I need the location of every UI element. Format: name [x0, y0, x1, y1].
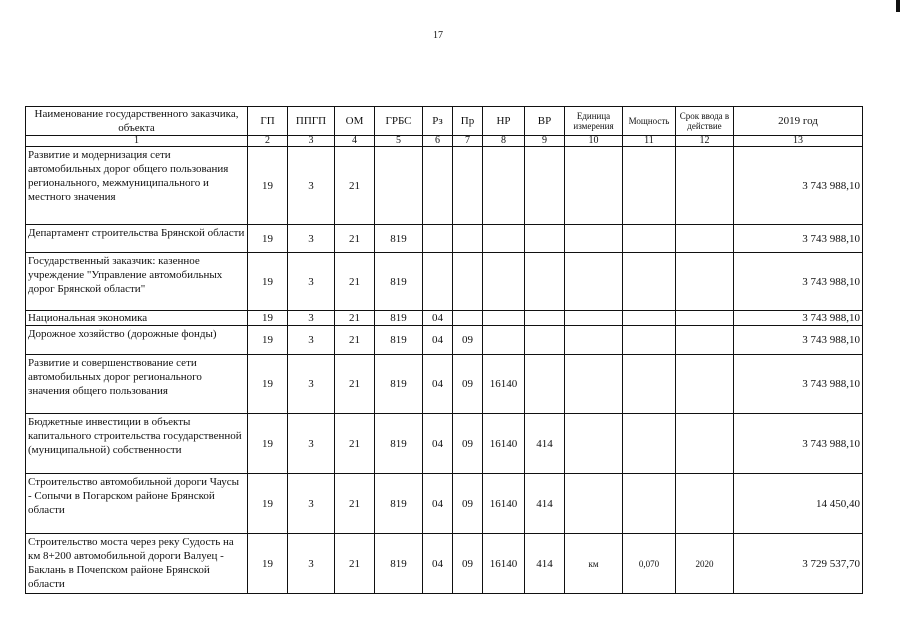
table-row	[26, 311, 863, 326]
object-name-cell: Строительство автомобильной дороги Чаусы - Сопычи в Погарском районе Брянской области	[26, 474, 248, 534]
column-header: ППГП	[288, 107, 335, 136]
amount-2019-cell: 3 743 988,10	[734, 225, 863, 253]
amount-2019-cell: 3 743 988,10	[734, 414, 863, 474]
code-cell	[483, 311, 525, 326]
code-cell	[453, 311, 483, 326]
code-cell	[623, 414, 676, 474]
object-name-cell: Государственный заказчик: казенное учреждение "Управление автомобильных дорог Брянской области"	[26, 253, 248, 311]
code-cell	[676, 474, 734, 534]
column-header: Срок ввода в действие	[676, 107, 734, 136]
code-cell	[453, 253, 483, 311]
column-header: 2019 год	[734, 107, 863, 136]
code-cell: 3	[288, 311, 335, 326]
code-cell	[623, 253, 676, 311]
column-header: Мощность	[623, 107, 676, 136]
code-cell	[623, 474, 676, 534]
code-cell	[623, 147, 676, 225]
code-cell: 19	[248, 253, 288, 311]
code-cell	[565, 474, 623, 534]
code-cell: 09	[453, 355, 483, 414]
code-cell: 819	[375, 474, 423, 534]
code-cell: 819	[375, 326, 423, 355]
code-cell: 3	[288, 534, 335, 594]
code-cell: 21	[335, 311, 375, 326]
column-number: 3	[288, 136, 335, 147]
column-number: 4	[335, 136, 375, 147]
column-header: ВР	[525, 107, 565, 136]
object-name-cell: Развитие и совершенствование сети автомобильных дорог регионального значения общего пользования	[26, 355, 248, 414]
code-cell: 819	[375, 225, 423, 253]
column-number: 1	[26, 136, 248, 147]
column-header: Пр	[453, 107, 483, 136]
code-cell: 3	[288, 414, 335, 474]
code-cell	[525, 253, 565, 311]
code-cell: 09	[453, 414, 483, 474]
code-cell	[676, 253, 734, 311]
code-cell: 819	[375, 253, 423, 311]
amount-2019-cell: 3 743 988,10	[734, 326, 863, 355]
table-row	[26, 534, 863, 594]
code-cell	[676, 311, 734, 326]
code-cell: 21	[335, 534, 375, 594]
code-cell: 0,070	[623, 534, 676, 594]
code-cell: 09	[453, 534, 483, 594]
code-cell: 21	[335, 253, 375, 311]
code-cell	[676, 147, 734, 225]
code-cell	[623, 311, 676, 326]
page-number: 17	[433, 30, 443, 41]
code-cell: 19	[248, 414, 288, 474]
object-name-cell: Строительство моста через реку Судость на км 8+200 автомобильной дороги Валуец - Баклань в Почепском районе Брянской области	[26, 534, 248, 594]
code-cell	[676, 225, 734, 253]
amount-2019-cell: 3 743 988,10	[734, 147, 863, 225]
column-number: 8	[483, 136, 525, 147]
code-cell: 3	[288, 225, 335, 253]
code-cell: 21	[335, 355, 375, 414]
amount-2019-cell: 3 729 537,70	[734, 534, 863, 594]
budget-table	[25, 106, 863, 594]
code-cell	[423, 147, 453, 225]
code-cell: 21	[335, 474, 375, 534]
code-cell	[565, 253, 623, 311]
code-cell: 19	[248, 534, 288, 594]
code-cell: 16140	[483, 414, 525, 474]
code-cell: 09	[453, 474, 483, 534]
code-cell	[676, 355, 734, 414]
code-cell	[453, 225, 483, 253]
code-cell: 04	[423, 474, 453, 534]
column-header: Единица измерения	[565, 107, 623, 136]
column-header: ГП	[248, 107, 288, 136]
code-cell	[525, 147, 565, 225]
table-row	[26, 355, 863, 414]
code-cell	[423, 225, 453, 253]
table-body	[26, 147, 863, 594]
code-cell: 3	[288, 355, 335, 414]
code-cell: 3	[288, 253, 335, 311]
code-cell: 19	[248, 311, 288, 326]
code-cell: 16140	[483, 355, 525, 414]
code-cell	[565, 355, 623, 414]
column-number: 7	[453, 136, 483, 147]
amount-2019-cell: 14 450,40	[734, 474, 863, 534]
code-cell: 04	[423, 414, 453, 474]
column-number: 11	[623, 136, 676, 147]
column-header: Рз	[423, 107, 453, 136]
object-name-cell: Развитие и модернизация сети автомобильных дорог общего пользования регионального, межмуниципального и местного значения	[26, 147, 248, 225]
object-name-cell: Дорожное хозяйство (дорожные фонды)	[26, 326, 248, 355]
code-cell: 21	[335, 147, 375, 225]
code-cell	[483, 253, 525, 311]
code-cell	[525, 225, 565, 253]
code-cell: км	[565, 534, 623, 594]
column-number: 9	[525, 136, 565, 147]
code-cell: 04	[423, 311, 453, 326]
code-cell: 09	[453, 326, 483, 355]
code-cell: 19	[248, 225, 288, 253]
table-row	[26, 414, 863, 474]
code-cell: 2020	[676, 534, 734, 594]
table-row	[26, 474, 863, 534]
column-number: 2	[248, 136, 288, 147]
table-row	[26, 147, 863, 225]
code-cell	[623, 326, 676, 355]
code-cell: 819	[375, 355, 423, 414]
code-cell: 819	[375, 311, 423, 326]
code-cell: 3	[288, 474, 335, 534]
code-cell	[525, 311, 565, 326]
code-cell: 414	[525, 414, 565, 474]
code-cell	[565, 147, 623, 225]
column-header: ГРБС	[375, 107, 423, 136]
column-number: 12	[676, 136, 734, 147]
column-number: 5	[375, 136, 423, 147]
code-cell: 04	[423, 326, 453, 355]
table-row	[26, 225, 863, 253]
code-cell: 3	[288, 147, 335, 225]
code-cell	[375, 147, 423, 225]
code-cell: 414	[525, 474, 565, 534]
table-row	[26, 253, 863, 311]
column-header: НР	[483, 107, 525, 136]
table-row	[26, 326, 863, 355]
code-cell	[525, 326, 565, 355]
code-cell: 04	[423, 534, 453, 594]
object-name-cell: Национальная экономика	[26, 311, 248, 326]
code-cell	[565, 225, 623, 253]
code-cell	[676, 326, 734, 355]
code-cell	[565, 311, 623, 326]
code-cell: 819	[375, 534, 423, 594]
code-cell: 819	[375, 414, 423, 474]
code-cell	[483, 147, 525, 225]
header-row	[26, 107, 863, 136]
amount-2019-cell: 3 743 988,10	[734, 355, 863, 414]
code-cell: 19	[248, 474, 288, 534]
code-cell	[676, 414, 734, 474]
code-cell: 21	[335, 414, 375, 474]
code-cell: 16140	[483, 474, 525, 534]
code-cell: 21	[335, 326, 375, 355]
code-cell: 04	[423, 355, 453, 414]
code-cell	[623, 225, 676, 253]
code-cell: 19	[248, 147, 288, 225]
code-cell	[483, 225, 525, 253]
table-header	[26, 107, 863, 147]
amount-2019-cell: 3 743 988,10	[734, 311, 863, 326]
object-name-cell: Департамент строительства Брянской области	[26, 225, 248, 253]
column-header-name: Наименование государственного заказчика, объекта	[26, 107, 248, 136]
scan-edge-mark	[896, 0, 900, 12]
amount-2019-cell: 3 743 988,10	[734, 253, 863, 311]
column-number: 6	[423, 136, 453, 147]
column-number: 10	[565, 136, 623, 147]
code-cell	[483, 326, 525, 355]
column-number-row	[26, 136, 863, 147]
code-cell: 19	[248, 355, 288, 414]
code-cell	[623, 355, 676, 414]
code-cell	[423, 253, 453, 311]
code-cell: 21	[335, 225, 375, 253]
code-cell: 16140	[483, 534, 525, 594]
code-cell: 3	[288, 326, 335, 355]
code-cell	[565, 326, 623, 355]
code-cell: 414	[525, 534, 565, 594]
code-cell	[565, 414, 623, 474]
column-number: 13	[734, 136, 863, 147]
code-cell	[453, 147, 483, 225]
column-header: ОМ	[335, 107, 375, 136]
code-cell: 19	[248, 326, 288, 355]
code-cell	[525, 355, 565, 414]
object-name-cell: Бюджетные инвестиции в объекты капитального строительства государственной (муниципальной) собственности	[26, 414, 248, 474]
